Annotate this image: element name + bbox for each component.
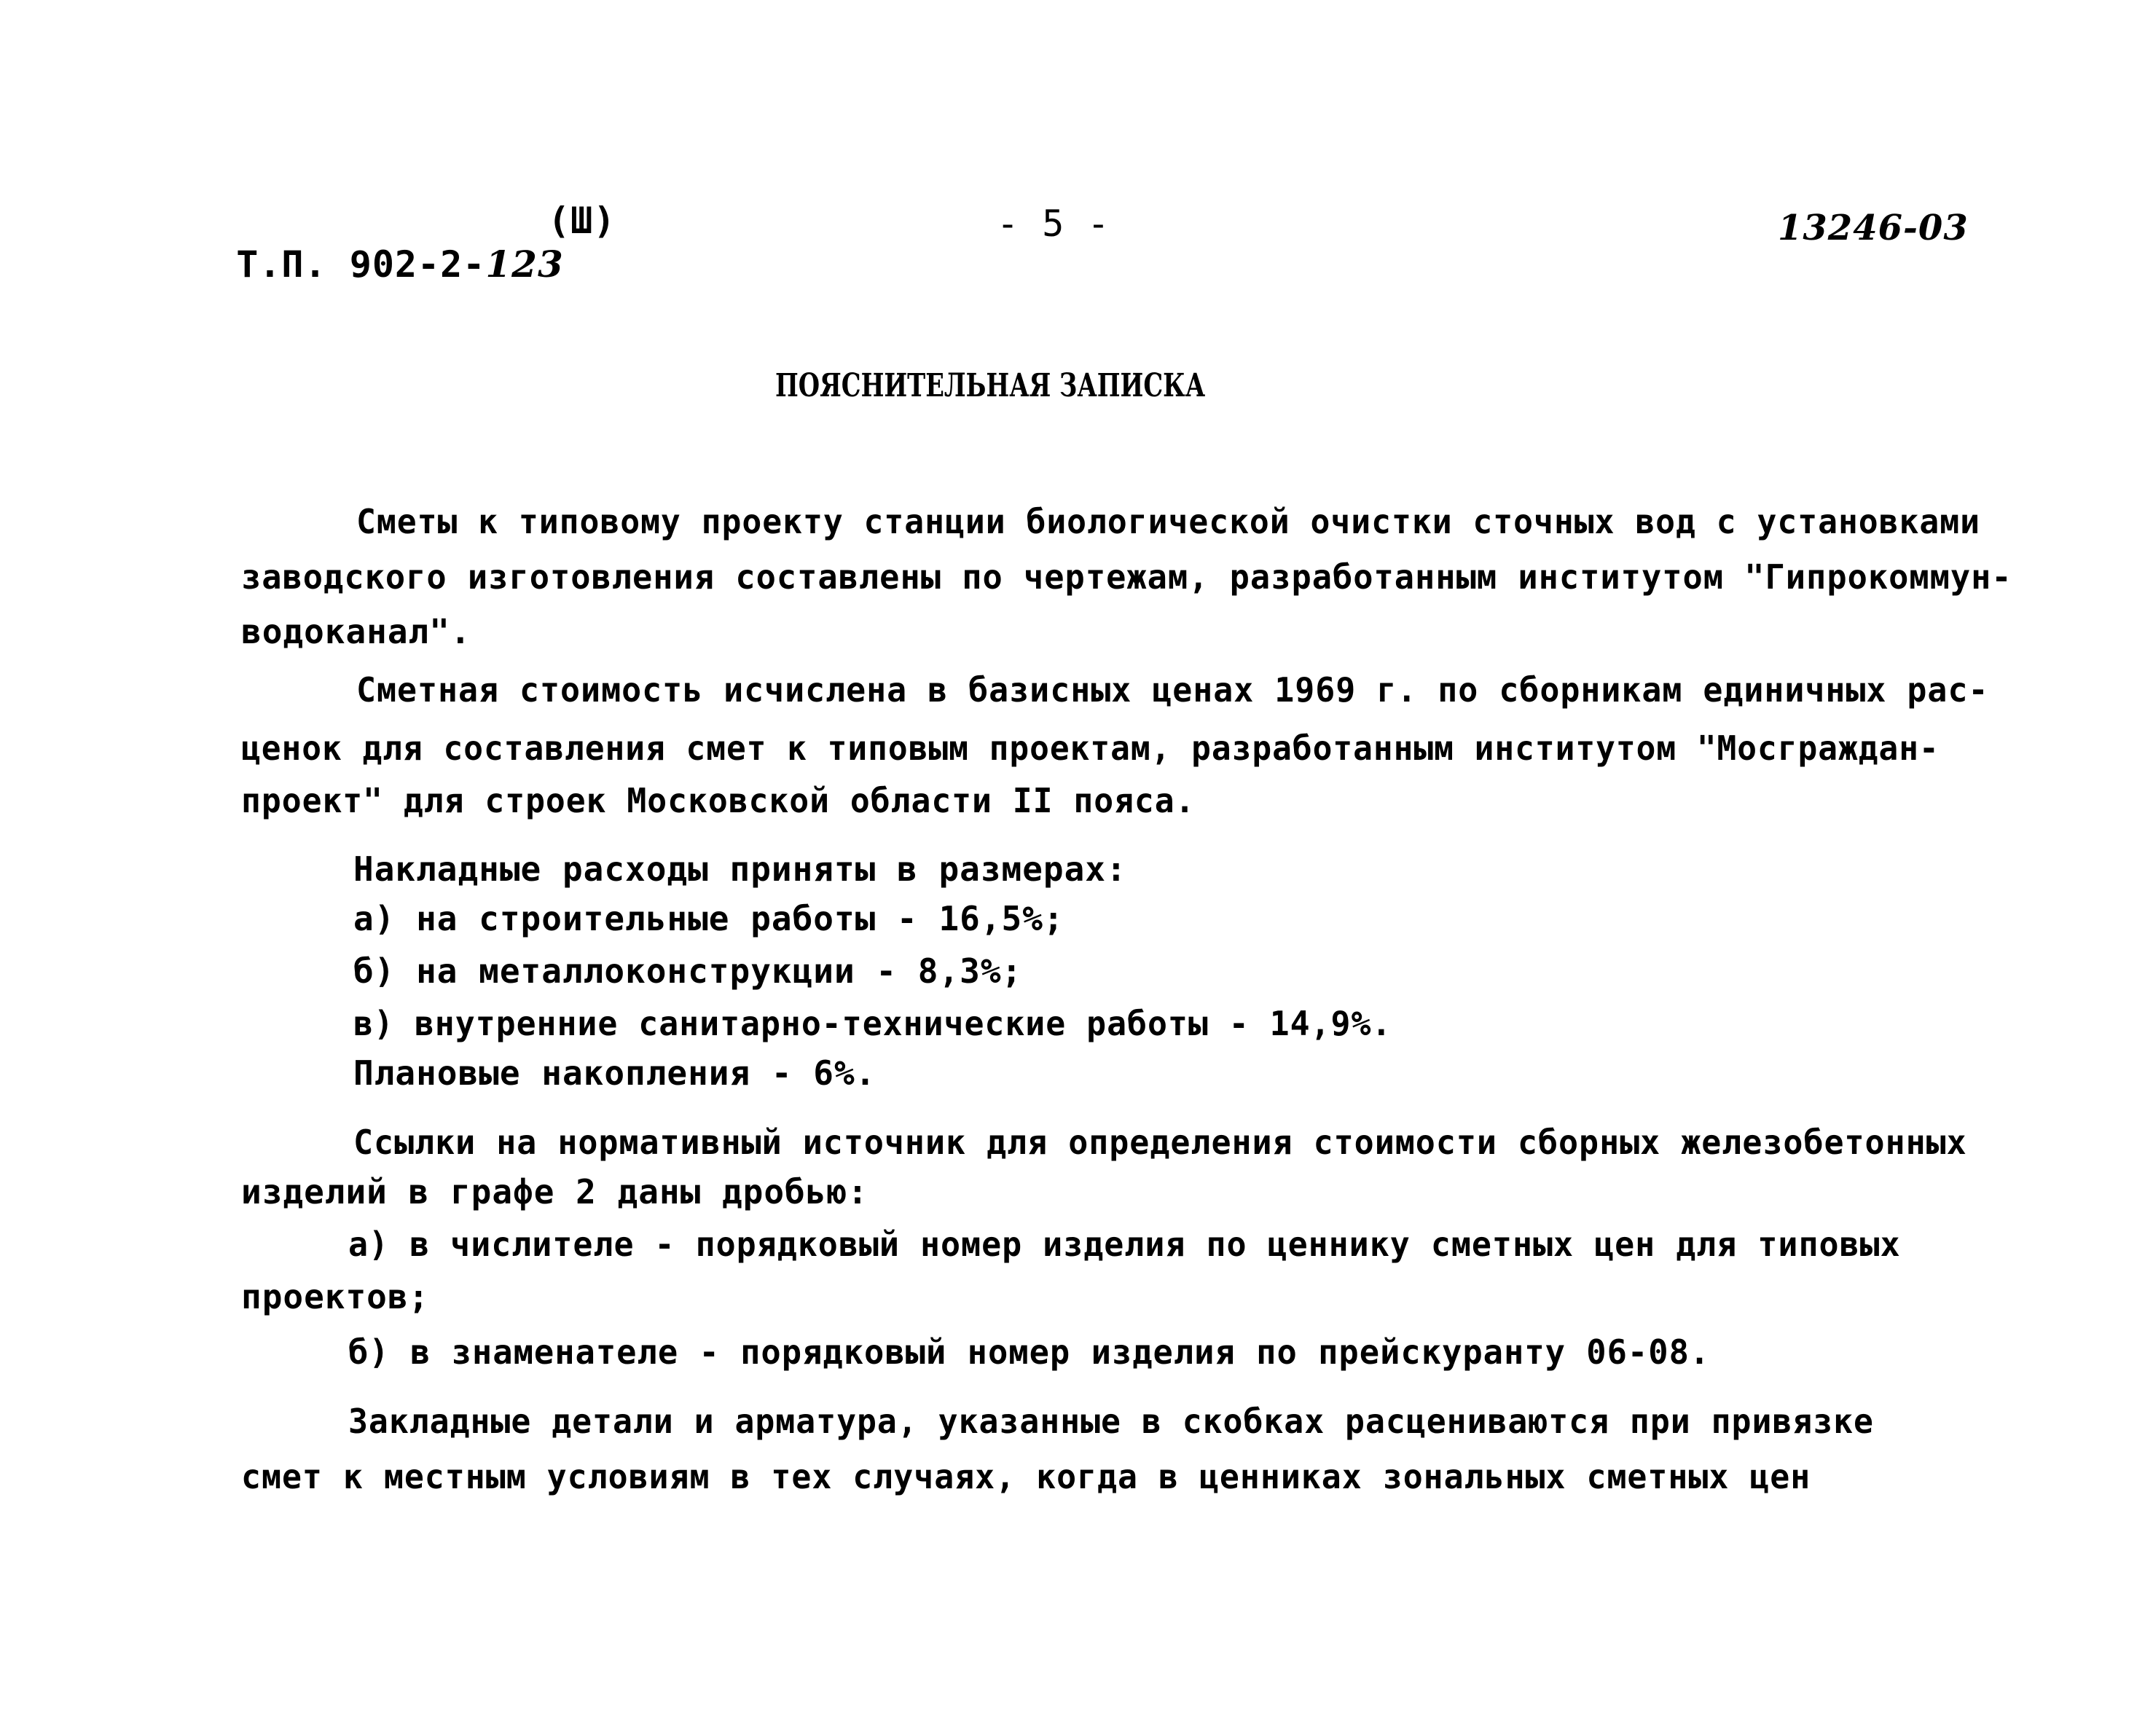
paragraph-4-item-a: а) в числителе - порядковый номер изделия по ценнику сметных цен для типовых — [348, 1225, 1901, 1264]
paragraph-1-line-1: Сметы к типовому проекту станции биологической очистки сточных вод с установками — [356, 502, 1980, 541]
paragraph-5-line-2: смет к местным условиям в тех случаях, когда в ценниках зональных сметных цен — [241, 1457, 1811, 1496]
overhead-item-construction: а) на строительные работы - 16,5%; — [353, 899, 1064, 938]
overhead-item-sanitary: в) внутренние санитарно-технические работы - 14,9%. — [353, 1004, 1392, 1043]
inventory-number: 13246-03 — [1778, 208, 1969, 248]
doc-code-prefix: Т.П. 902-2- — [236, 243, 486, 286]
paragraph-2-line-2: ценок для составления смет к типовым проектам, разработанным институтом "Мосграждан- — [241, 728, 1940, 768]
paragraph-4-item-a-cont: проектов; — [241, 1277, 430, 1316]
page-title: ПОЯСНИТЕЛЬНАЯ ЗАПИСКА — [775, 367, 1206, 404]
paragraph-4-line-2: изделий в графе 2 даны дробью: — [241, 1172, 868, 1211]
paragraph-4-item-b: б) в знаменателе - порядковый номер изделия по прейскуранту 06-08. — [348, 1332, 1711, 1372]
doc-part: (Ш) — [548, 200, 616, 242]
paragraph-4-line-1: Ссылки на нормативный источник для определения стоимости сборных железобетонных — [353, 1123, 1967, 1162]
paragraph-1-line-2: заводского изготовления составлены по чертежам, разработанным институтом "Гипрокоммун- — [241, 557, 2012, 597]
paragraph-2-line-3: проект" для строек Московской области II пояса. — [241, 781, 1196, 820]
doc-code-handwritten: 123 — [485, 243, 564, 286]
overhead-intro: Накладные расходы приняты в размерах: — [353, 849, 1127, 889]
planned-accumulations: Плановые накопления - 6%. — [353, 1053, 877, 1093]
page-number: - 5 - — [997, 203, 1110, 245]
doc-code — [191, 199, 564, 286]
overhead-item-metal: б) на металлоконструкции - 8,3%; — [353, 951, 1023, 991]
paragraph-5-line-1: Закладные детали и арматура, указанные в скобках расцениваются при привязке — [348, 1402, 1874, 1441]
paragraph-2-line-1: Сметная стоимость исчислена в базисных ценах 1969 г. по сборникам единичных рас- — [356, 670, 1989, 710]
paragraph-1-line-3: водоканал". — [241, 612, 471, 651]
